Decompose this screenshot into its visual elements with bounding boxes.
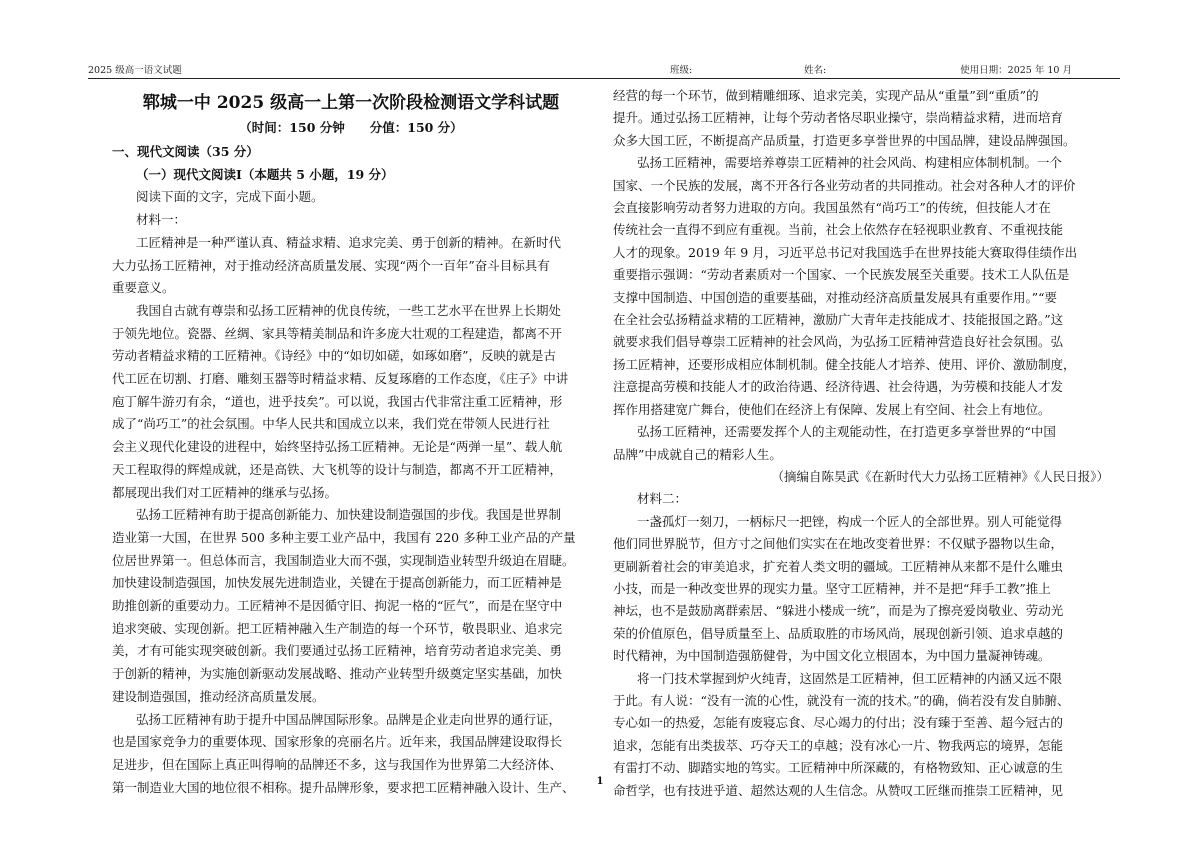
part-heading: （一）现代文阅读Ⅰ（本题共 5 小题，19 分） [136,166,394,182]
text-line: 也是国家竞争力的重要体现、国家形象的亮丽名片。近年来，我国品牌建设取得长 [112,734,563,750]
text-line: 神坛，也不是鼓励离群索居、“躲进小楼成一统”，而是为了擦亮爱岗敬业、劳动光 [613,603,1064,619]
text-line: 会主义现代化建设的进程中，始终坚持弘扬工匠精神。无论是“两弹一星”、载人航 [112,439,563,455]
text-line: 众多大国工匠，不断提高产品质量，打造更多享誉世界的中国品牌，建设品牌强国。 [613,132,1076,148]
header-class-label: 班级: [670,65,693,76]
text-line: 助推创新的重要动力。工匠精神不是因循守旧、拘泥一格的“匠气”，而是在坚守中 [112,598,563,614]
page-number: 1 [596,776,604,787]
text-line: 庖丁解牛游刃有余，“道也，进乎技矣”。可以说，我国古代非常注重工匠精神，形 [112,393,563,409]
text-line: 天工程取得的辉煌成就，还是高铁、大飞机等的设计与制造，都离不开工匠精神， [112,461,563,477]
text-line: 第一制造业大国的地位很不相称。提升品牌形象，要求把工匠精神融入设计、生产、 [112,779,575,795]
text-line: 就要求我们倡导尊崇工匠精神的社会风尚，为弘扬工匠精神营造良好社会氛围。弘 [613,334,1064,350]
text-line: 都展现出我们对工匠精神的继承与弘扬。 [112,484,338,500]
header-rule [88,78,1120,79]
section-heading: 一、现代文阅读（35 分） [112,144,259,159]
text-line: 弘扬工匠精神，还需要发挥个人的主观能动性，在打造更多享誉世界的“中国 [637,424,1056,440]
text-line: 人才的现象。2019 年 9 月，习近平总书记对我国选手在世界技能大赛取得佳绩作出 [613,244,1078,260]
header-date: 使用日期：2025 年 10 月 [960,65,1072,76]
instruction-text: 阅读下面的文字，完成下面小题。 [136,189,324,205]
text-line: 时代精神，为中国制造强筋健骨，为中国文化立根固本，为中国力量凝神铸魂。 [613,648,1051,664]
material-one-label: 材料一： [136,212,187,228]
text-line: 于创新的精神，为实施创新驱动发展战略、推动产业转型升级奠定坚实基础，加快 [112,666,563,682]
text-line: 支撑中国制造、中国创造的重要基础，对推动经济高质量发展具有重要作用。”“要 [613,289,1058,305]
text-line: 弘扬工匠精神，需要培养尊崇工匠精神的社会风尚、构建相应体制机制。一个 [637,155,1063,171]
text-line: 在全社会弘扬精益求精的工匠精神，激励广大青年走技能成才、技能报国之路。”这 [613,312,1064,328]
text-line: 足进步，但在国际上真正叫得响的品牌还不多，这与我国作为世界第二大经济体、 [112,756,563,772]
right-column [613,85,1117,802]
text-line: 扬工匠精神，还要形成相应体制机制。健全技能人才培养、使用、评价、激励制度， [613,356,1076,372]
text-line: 会直接影响劳动者努力进取的方向。我国虽然有“尚巧工”的传统，但技能人才在 [613,200,1051,216]
page-header [88,64,1120,78]
exam-time-score: （时间：150 分钟 分值：150 分） [239,120,463,135]
text-line: 加快建设制造强国，加快发展先进制造业，关键在于提高创新能力，而工匠精神是 [112,575,563,591]
text-line: 荣的价值原色，倡导质量至上、品质取胜的市场风尚，展现创新引领、追求卓越的 [613,625,1064,641]
text-line: 代工匠在切割、打磨、雕刻玉器等时精益求精、反复琢磨的工作态度，《庄子》中讲 [112,371,569,387]
text-line: 成了“尚巧工”的社会氛围。中华人民共和国成立以来，我们党在带领人民进行社 [112,416,550,432]
text-line: 重要意义。 [112,280,175,296]
text-line: 他们同世界脱节，但方寸之间他们实实在在地改变着世界：不仅赋予器物以生命， [613,536,1064,552]
text-line: 更刷新着社会的审美追求，扩充着人类文明的疆域。工匠精神从来都不是什么雕虫 [613,558,1064,574]
text-line: 重要指示强调：“劳动者素质对一个国家、一个民族发展至关重要。技术工人队伍是 [613,267,1070,283]
text-line: 美，才有可能实现突破创新。我们要通过弘扬工匠精神，培育劳动者追求完美、勇 [112,643,563,659]
text-line: 我国自古就有尊崇和弘扬工匠精神的优良传统，一些工艺水平在世界上长期处 [136,302,562,318]
text-line: 建设制造强国，推动经济高质量发展。 [112,688,325,704]
text-line: 经营的每一个环节，做到精雕细琢、追求完美，实现产品从“重量”到“重质”的 [613,88,1039,103]
text-line: 一盏孤灯一刻刀，一柄标尺一把锉，构成一个匠人的全部世界。别人可能觉得 [637,513,1063,529]
text-line: 劳动者精益求精的工匠精神。《诗经》中的“如切如磋，如琢如磨”，反映的就是古 [112,348,557,364]
text-line: 将一门技术掌握到炉火纯青，这固然是工匠精神，但工匠精神的内涵又远不限 [637,670,1063,686]
text-line: 有雷打不动、脚踏实地的笃实。工匠精神中所深藏的，有格物致知、正心诚意的生 [613,760,1064,776]
text-line: 注意提高劳模和技能人才的政治待遇、经济待遇、社会待遇，为劳模和技能人才发 [613,379,1064,395]
text-line: 国家、一个民族的发展，离不开各行各业劳动者的共同推动。社会对各种人才的评价 [613,177,1076,193]
text-line: 大力弘扬工匠精神，对于推动经济高质量发展、实现“两个一百年”奋斗目标具有 [112,257,550,273]
text-line: 弘扬工匠精神有助于提升中国品牌国际形象。品牌是企业走向世界的通行证， [136,711,562,727]
text-line: 传统社会一直得不到应有重视。当前，社会上依然存在轻视职业教育、不重视技能 [613,222,1064,238]
text-line: 追求，怎能有出类拔萃、巧夺天工的卓越；没有冰心一片、物我两忘的境界，怎能 [613,737,1064,753]
text-line: 于此。有人说：“没有一流的心性，就没有一流的技术。”的确，倘若没有发自肺腑、 [613,692,1070,708]
header-name-label: 姓名: [804,65,827,76]
text-line: 位居世界第一。但总体而言，我国制造业大而不强，实现制造业转型升级迫在眉睫。 [112,552,575,568]
text-line: 追求突破、实现创新。把工匠精神融入生产制造的每一个环节，敬畏职业、追求完 [112,620,563,636]
text-line: 命哲学，也有技进乎道、超然达观的人生信念。从赞叹工匠继而推崇工匠精神，见 [613,782,1064,798]
text-line: 工匠精神是一种严谨认真、精益求精、追求完美、勇于创新的精神。在新时代 [136,234,562,250]
text-line: 品牌”中成就自己的精彩人生。 [613,446,782,462]
text-line: 小技，而是一种改变世界的现实力量。坚守工匠精神，并不是把“拜手工教”推上 [613,580,1051,596]
text-line: 专心如一的热爱，怎能有废寝忘食、尽心竭力的付出；没有臻于至善、超今冠古的 [613,715,1064,731]
text-line: 于领先地位。瓷器、丝绸、家具等精美制品和许多庞大壮观的工程建造，都离不开 [112,325,563,341]
exam-title: 郓城一中 2025 级高一上第一次阶段检测语文学科试题 [142,93,560,113]
text-line: 弘扬工匠精神有助于提高创新能力、加快建设制造强国的步伐。我国是世界制 [136,507,562,523]
material-two-label: 材料二： [637,491,688,507]
text-line: 提升。通过弘扬工匠精神，让每个劳动者恪尽职业操守，崇尚精益求精，进而培育 [613,110,1064,126]
text-line: 造业第一大国，在世界 500 多种主要工业产品中，我国有 220 多种工业产品的产量 [112,529,576,545]
source-citation: （摘编自陈昊武《在新时代大力弘扬工匠精神》《人民日报》） [771,468,1109,484]
text-line: 挥作用搭建宽广舞台，使他们在经济上有保障、发展上有空间、社会上有地位。 [613,401,1051,417]
left-column [112,85,590,799]
header-exam-name: 2025 级高一语文试题 [88,65,182,76]
